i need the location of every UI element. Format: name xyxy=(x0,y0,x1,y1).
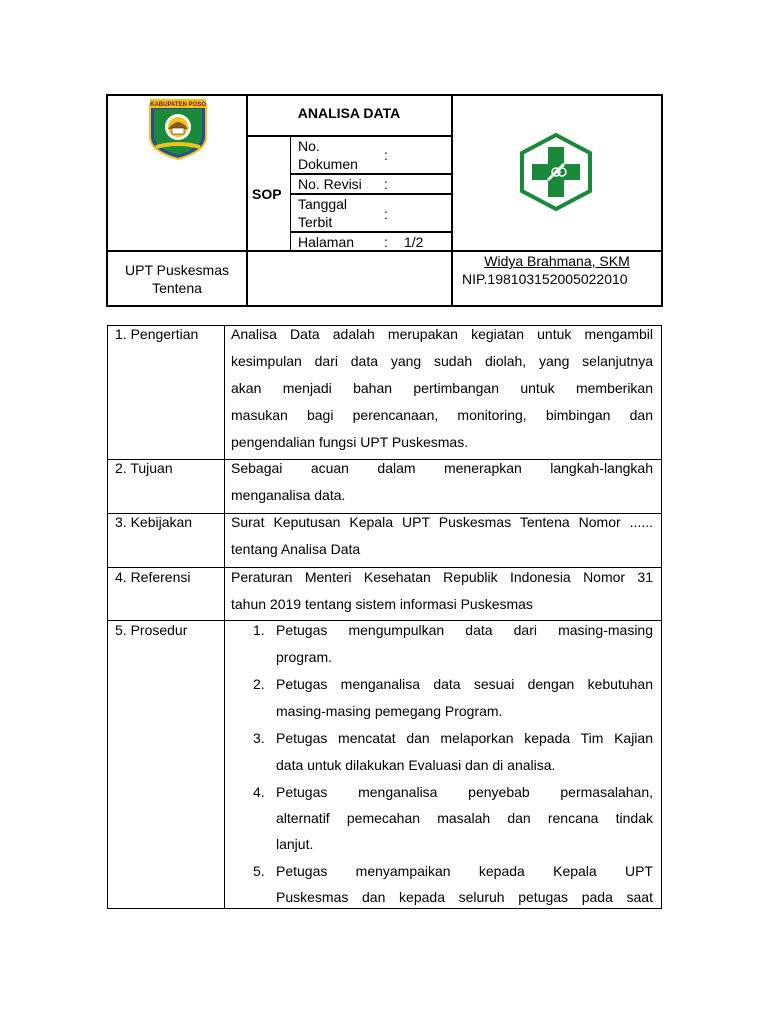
procedure-step-number: 3. xyxy=(253,730,265,746)
header-border-right xyxy=(661,94,663,307)
body-border-right xyxy=(661,325,662,909)
procedure-step-line: alternatif pemecahan masalah dan rencana tindak xyxy=(276,810,653,826)
section-label-tujuan: 2. Tujuan xyxy=(115,460,173,476)
section-label-pengertian: 1. Pengertian xyxy=(115,326,199,342)
body-label-divider xyxy=(224,325,225,909)
procedure-step-number: 2. xyxy=(253,676,265,692)
field-no-dokumen-sep: : xyxy=(384,147,388,163)
procedure-step-line: data untuk dilakukan Evaluasi dan di analisa. xyxy=(276,757,556,773)
section-label-kebijakan: 3. Kebijakan xyxy=(115,514,193,530)
field-no-revisi-sep: : xyxy=(384,176,388,192)
pengertian-line: kesimpulan dari data yang sudah diolah, yang selanjutnya xyxy=(231,353,653,369)
health-ministry-logo xyxy=(520,133,592,211)
procedure-step-number: 4. xyxy=(253,784,265,800)
regency-logo-banner-text: KABUPATEN POSO xyxy=(150,102,206,108)
pengertian-line: pengendalian fungsi UPT Puskesmas. xyxy=(231,434,469,450)
unit-name-line2: Tentena xyxy=(152,280,202,296)
procedure-step-line: Puskesmas dan kepada seluruh petugas pada saat xyxy=(276,889,653,905)
procedure-step-line: Petugas menyampaikan kepada Kepala UPT xyxy=(276,863,653,879)
sop-label: SOP xyxy=(252,186,282,202)
referensi-line: tahun 2019 tentang sistem informasi Puskesmas xyxy=(231,596,533,612)
tujuan-line: Sebagai acuan dalam menerapkan langkah-langkah xyxy=(231,460,653,476)
section-label-referensi: 4. Referensi xyxy=(115,569,191,585)
title-divider xyxy=(246,135,453,137)
header-divider-col2 xyxy=(451,94,453,307)
document-title: ANALISA DATA xyxy=(297,105,401,121)
field-no-dokumen-label-2: Dokumen xyxy=(298,156,358,172)
header-border-top xyxy=(106,94,663,96)
field-tanggal-label-2: Terbit xyxy=(298,214,333,230)
signer-nip: NIP.198103152005022010 xyxy=(462,271,628,287)
tujuan-line: menganalisa data. xyxy=(231,487,346,503)
procedure-step-line: program. xyxy=(276,649,333,665)
procedure-step-number: 5. xyxy=(253,863,265,879)
pengertian-line: Analisa Data adalah merupakan kegiatan untuk mengambil xyxy=(231,326,653,342)
field-no-dokumen-label-1: No. xyxy=(298,138,320,154)
pengertian-line: masukan bagi perencanaan, monitoring, bimbingan dan xyxy=(231,407,653,423)
body-border-left xyxy=(107,325,108,909)
field-tanggal-sep: : xyxy=(384,206,388,222)
signer-name: Widya Brahmana, SKM xyxy=(484,253,630,269)
pengertian-line: akan menjadi bahan pertimbangan untuk memberikan xyxy=(231,380,653,396)
kebijakan-line: tentang Analisa Data xyxy=(231,541,361,557)
section-label-prosedur: 5. Prosedur xyxy=(115,622,188,638)
procedure-step-line: Petugas mengumpulkan data dari masing-masing xyxy=(276,622,653,638)
procedure-step-number: 1. xyxy=(253,622,265,638)
field-halaman-label: Halaman xyxy=(298,234,355,250)
procedure-step-line: lanjut. xyxy=(276,836,314,852)
regency-logo xyxy=(146,97,210,161)
field-no-revisi-label: No. Revisi xyxy=(298,176,362,192)
kebijakan-line: Surat Keputusan Kepala UPT Puskesmas Tentena Nomor ...... xyxy=(231,514,653,530)
procedure-step-line: Petugas mencatat dan melaporkan kepada Tim Kajian xyxy=(276,730,653,746)
field-tanggal-label-1: Tanggal xyxy=(298,196,348,212)
referensi-line: Peraturan Menteri Kesehatan Republik Indonesia Nomor 31 xyxy=(231,569,653,585)
header-border-bottom xyxy=(106,305,663,307)
procedure-step-line: masing-masing pemegang Program. xyxy=(276,703,503,719)
field-halaman-sep: : xyxy=(384,234,388,250)
field-halaman-value: 1/2 xyxy=(404,234,424,250)
header-divider-col1 xyxy=(246,94,248,307)
procedure-step-line: Petugas menganalisa data sesuai dengan kebutuhan xyxy=(276,676,653,692)
unit-name-line1: UPT Puskesmas xyxy=(125,262,229,278)
procedure-step-line: Petugas menganalisa penyebab permasalahan, xyxy=(276,784,653,800)
